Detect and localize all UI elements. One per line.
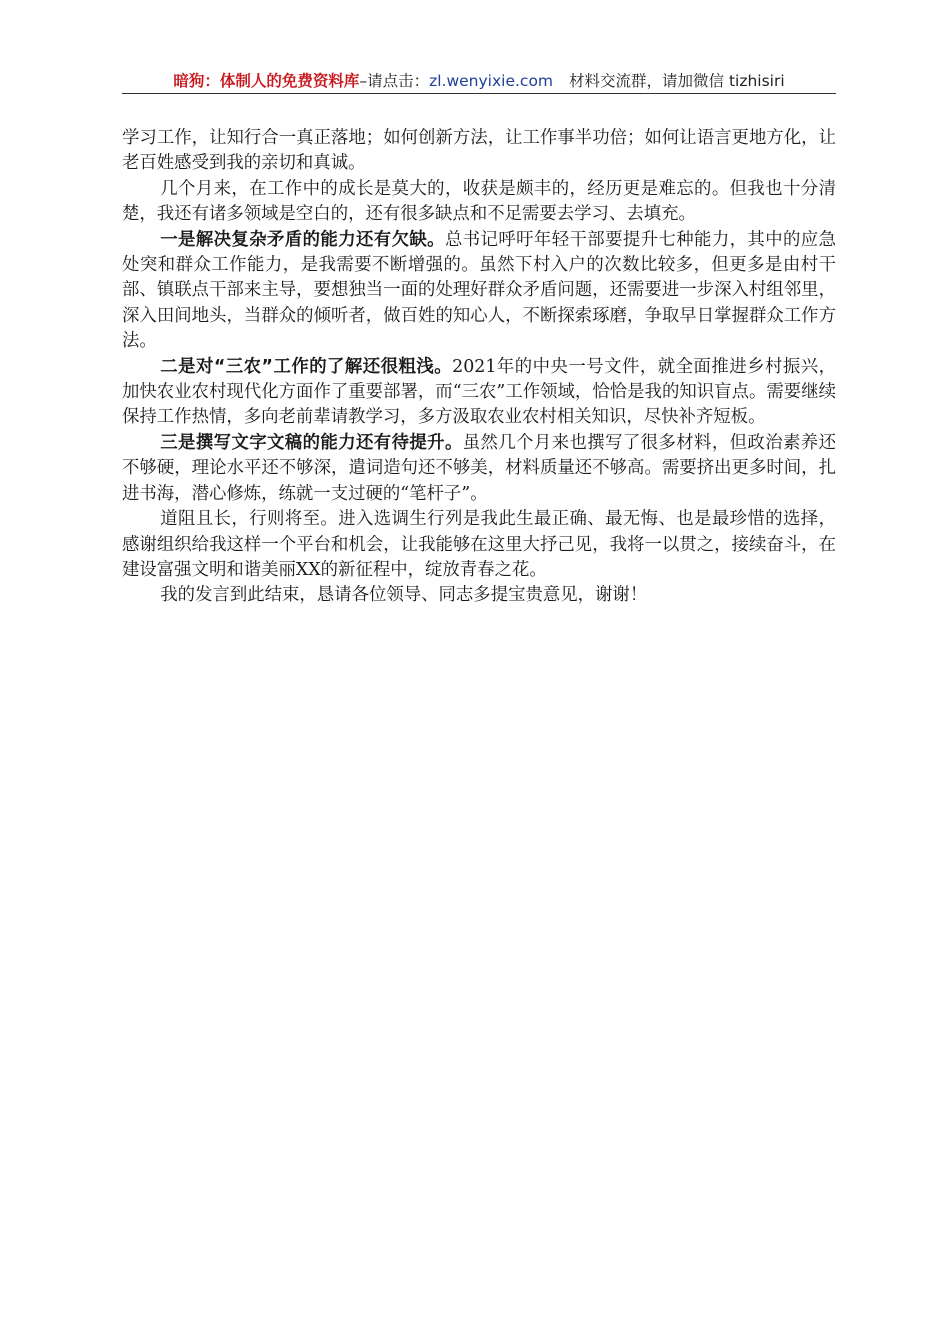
header-group-note: 材料交流群，请加微信 tizhisiri (569, 72, 785, 90)
paragraph-4-lead: 二是对“三农”工作的了解还很粗浅。 (160, 356, 453, 377)
document-body (122, 126, 836, 609)
header-divider (122, 93, 836, 94)
paragraph-3 (122, 228, 836, 355)
page-header (122, 70, 836, 92)
paragraph-1 (122, 126, 836, 177)
paragraph-4-text: 2021年的中央一号文件，就全面推进乡村振兴，加快农业农村现代化方面作了重要部署，而“三农”工作领域，恰恰是我的知识盲点。需要继续保持工作热情，多向老前辈请教学习，多方汲取农业农村相关知识，尽快补齐短板。 (122, 356, 836, 428)
header-click-prompt: –请点击： (359, 72, 430, 90)
paragraph-4 (122, 355, 836, 431)
paragraph-1-text: 学习工作，让知行合一真正落地；如何创新方法，让工作事半功倍；如何让语言更地方化，让老百姓感受到我的亲切和真诚。 (122, 128, 836, 174)
paragraph-2-text: 几个月来，在工作中的成长是莫大的，收获是颇丰的，经历更是难忘的。但我也十分清楚，我还有诸多领域是空白的，还有很多缺点和不足需要去学习、去填充。 (122, 178, 836, 225)
paragraph-5-text: 虽然几个月来也撰写了很多材料，但政治素养还不够硬，理论水平还不够深，遣词造句还不够美，材料质量还不够高。需要挤出更多时间，扎进书海，潜心修炼，练就一支过硬的“笔杆子”。 (122, 432, 836, 504)
paragraph-3-lead: 一是解决复杂矛盾的能力还有欠缺。 (160, 229, 445, 250)
paragraph-3-text: 总书记呼吁年轻干部要提升七种能力，其中的应急处突和群众工作能力，是我需要不断增强的。虽然下村入户的次数比较多，但更多是由村干部、镇联点干部来主导，要想独当一面的处理好群众矛盾问题，还需要进一步深入村组邻里，深入田间地头，当群众的倾听者，做百姓的知心人，不断探索琢磨，争取早日掌握群众工作方法。 (122, 229, 836, 352)
paragraph-2 (122, 177, 836, 228)
paragraph-6-text: 道阻且长，行则将至。进入选调生行列是我此生最正确、最无悔、也是最珍惜的选择，感谢组织给我这样一个平台和机会，让我能够在这里大抒己见，我将一以贯之，接续奋斗，在建设富强文明和谐美丽XX的新征程中，绽放青春之花。 (122, 509, 836, 580)
paragraph-5 (122, 431, 836, 507)
header-site-name: 暗狗：体制人的免费资料库 (173, 72, 360, 90)
header-site-link[interactable]: zl.wenyixie.com (429, 72, 554, 90)
paragraph-7-text: 我的发言到此结束，恳请各位领导、同志多提宝贵意见，谢谢！ (160, 585, 648, 606)
paragraph-7 (122, 583, 836, 608)
paragraph-6 (122, 507, 836, 583)
paragraph-5-lead: 三是撰写文字文稿的能力还有待提升。 (160, 432, 463, 453)
